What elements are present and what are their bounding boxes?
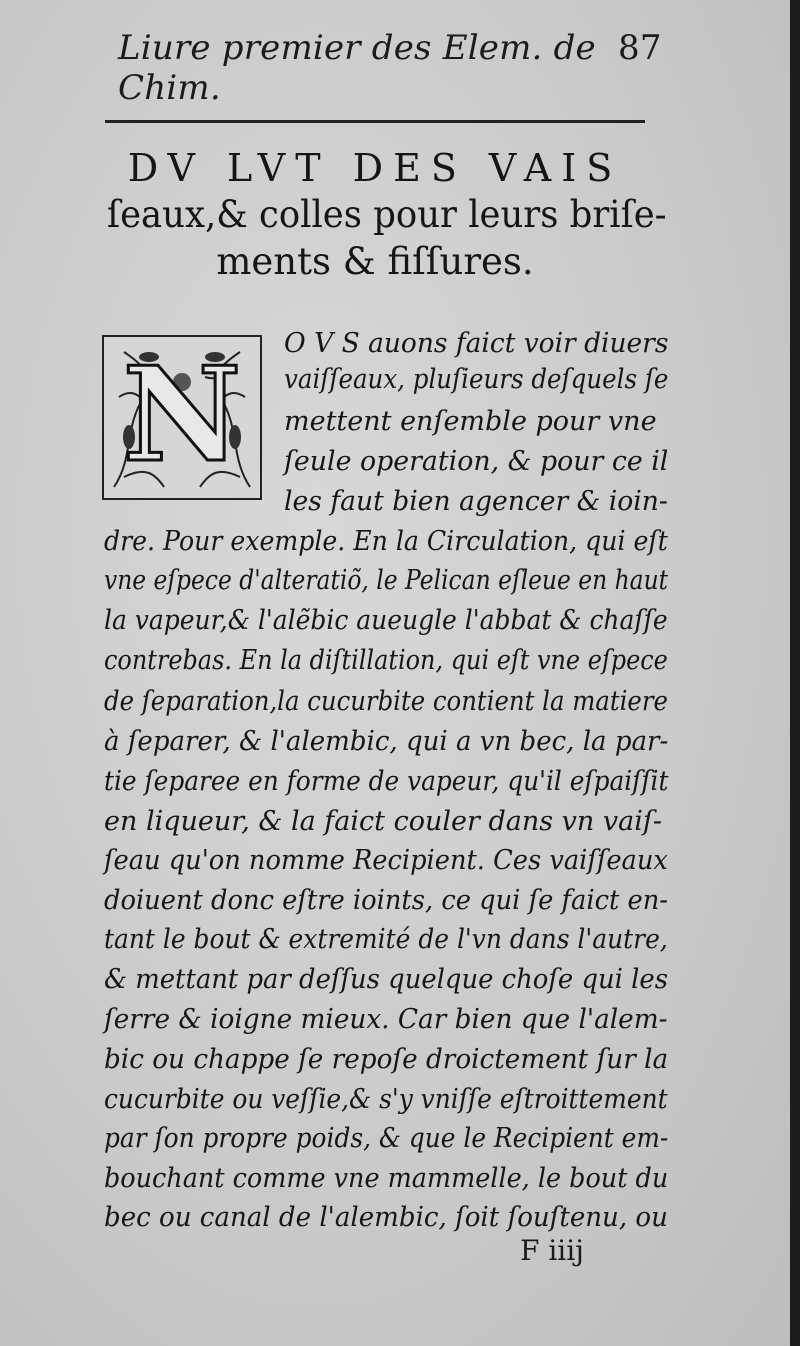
body-line: la vapeur,& l'alẽbic aueugle l'abbat & chaſſe: [104, 605, 668, 636]
signature-mark: F iiij: [520, 1234, 584, 1267]
body-line: ſerre & ioigne mieux. Car bien que l'alem-: [104, 1004, 668, 1035]
running-head-text: Liure premier des Elem. de Chim.: [118, 28, 596, 108]
body-line: vne eſpece d'alteratiõ, le Pelican eſleue en haut: [104, 565, 669, 596]
header-rule: [105, 120, 645, 123]
running-head: [118, 28, 678, 108]
body-line: en liqueur, & la faict couler dans vn vaiſ-: [104, 806, 662, 837]
body-line: par ſon propre poids, & que le Recipient em-: [104, 1123, 669, 1154]
body-line: tant le bout & extremité de l'vn dans l'autre,: [104, 924, 668, 955]
body-line: de ſeparation,la cucurbite contient la matiere: [104, 686, 668, 717]
page-edge-shadow: [790, 0, 800, 1346]
initial-letter: N: [122, 338, 242, 491]
body-line: bouchant comme vne mammelle, le bout du: [104, 1163, 669, 1194]
body-line: tie ſeparee en forme de vapeur, qu'il eſpaiſſit: [104, 766, 669, 797]
body-line: O V S auons faict voir diuers: [284, 328, 669, 359]
chapter-title-line-1: DV LVT DES VAIS: [127, 146, 623, 190]
page-number: 87: [618, 28, 662, 68]
body-line: mettent enſemble pour vne: [284, 406, 657, 437]
body-line: ſeau qu'on nomme Recipient. Ces vaiſſeaux: [104, 845, 668, 876]
body-line: bic ou chappe ſe repoſe droictement ſur la: [104, 1044, 669, 1075]
body-line: & mettant par deſſus quelque choſe qui les: [104, 964, 668, 995]
decorated-initial: [102, 335, 262, 500]
body-line: dre. Pour exemple. En la Circulation, qui eſt: [104, 526, 668, 557]
body-line: bec ou canal de l'alembic, ſoit ſouſtenu, ou: [104, 1202, 668, 1233]
body-line: doiuent donc eſtre ioints, ce qui ſe faict en-: [104, 885, 668, 916]
body-line: cucurbite ou veſſie,& s'y vniſſe eſtroittement: [104, 1084, 668, 1115]
chapter-title-line-3: ments & fiſſures.: [216, 240, 534, 283]
body-line: les faut bien agencer & ioin-: [284, 486, 668, 517]
body-line: ſeule operation, & pour ce il: [284, 446, 669, 477]
chapter-title: [95, 145, 667, 285]
body-line: à ſeparer, & l'alembic, qui a vn bec, la par-: [104, 726, 669, 757]
body-line: contrebas. En la diſtillation, qui eſt vne eſpece: [104, 645, 668, 676]
chapter-title-line-2: ſeaux,& colles pour leurs briſe-: [106, 193, 667, 236]
body-line: vaiſſeaux, pluſieurs deſquels ſe: [284, 364, 669, 395]
